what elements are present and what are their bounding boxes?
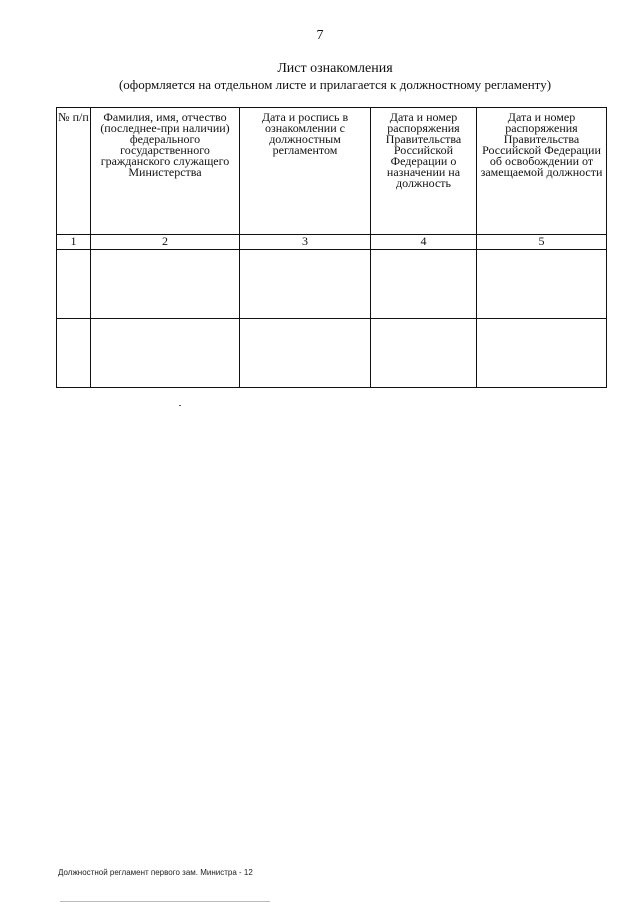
table-cell [477, 319, 607, 388]
column-number-cell: 3 [240, 235, 371, 250]
column-number-cell: 2 [91, 235, 240, 250]
acknowledgement-table [56, 107, 607, 388]
table-cell [240, 319, 371, 388]
table-cell [57, 250, 91, 319]
column-number-cell: 4 [371, 235, 477, 250]
header-cell-full-name: Фамилия, имя, отчество (последнее-при наличии) федерального государственного гражданского служащего Министерства [91, 108, 240, 235]
column-number-cell: 1 [57, 235, 91, 250]
header-cell-dismissal-order: Дата и номер распоряжения Правительства Российской Федерации об освобождении от замещаемой должности [477, 108, 607, 235]
table-cell [371, 250, 477, 319]
scan-speck [179, 405, 181, 406]
table-row [57, 319, 607, 388]
header-cell-signature-date: Дата и роспись в ознакомлении с должностным регламентом [240, 108, 371, 235]
table-cell [91, 319, 240, 388]
bottom-rule [60, 901, 270, 902]
table-cell [240, 250, 371, 319]
column-number-cell: 5 [477, 235, 607, 250]
header-cell-number: № п/п [57, 108, 91, 235]
table-cell [477, 250, 607, 319]
table-header-row [57, 108, 607, 235]
header-cell-appointment-order: Дата и номер распоряжения Правительства Российской Федерации о назначении на должность [371, 108, 477, 235]
page-number: 7 [316, 28, 324, 43]
page-title: Лист ознакомления [277, 61, 393, 76]
table-cell [57, 319, 91, 388]
column-number-row [57, 235, 607, 250]
table-row [57, 250, 607, 319]
table-cell [91, 250, 240, 319]
page-footer: Должностной регламент первого зам. Министра - 12 [58, 868, 253, 877]
page-subtitle: (оформляется на отдельном листе и прилагается к должностному регламенту) [118, 77, 552, 92]
table-cell [371, 319, 477, 388]
